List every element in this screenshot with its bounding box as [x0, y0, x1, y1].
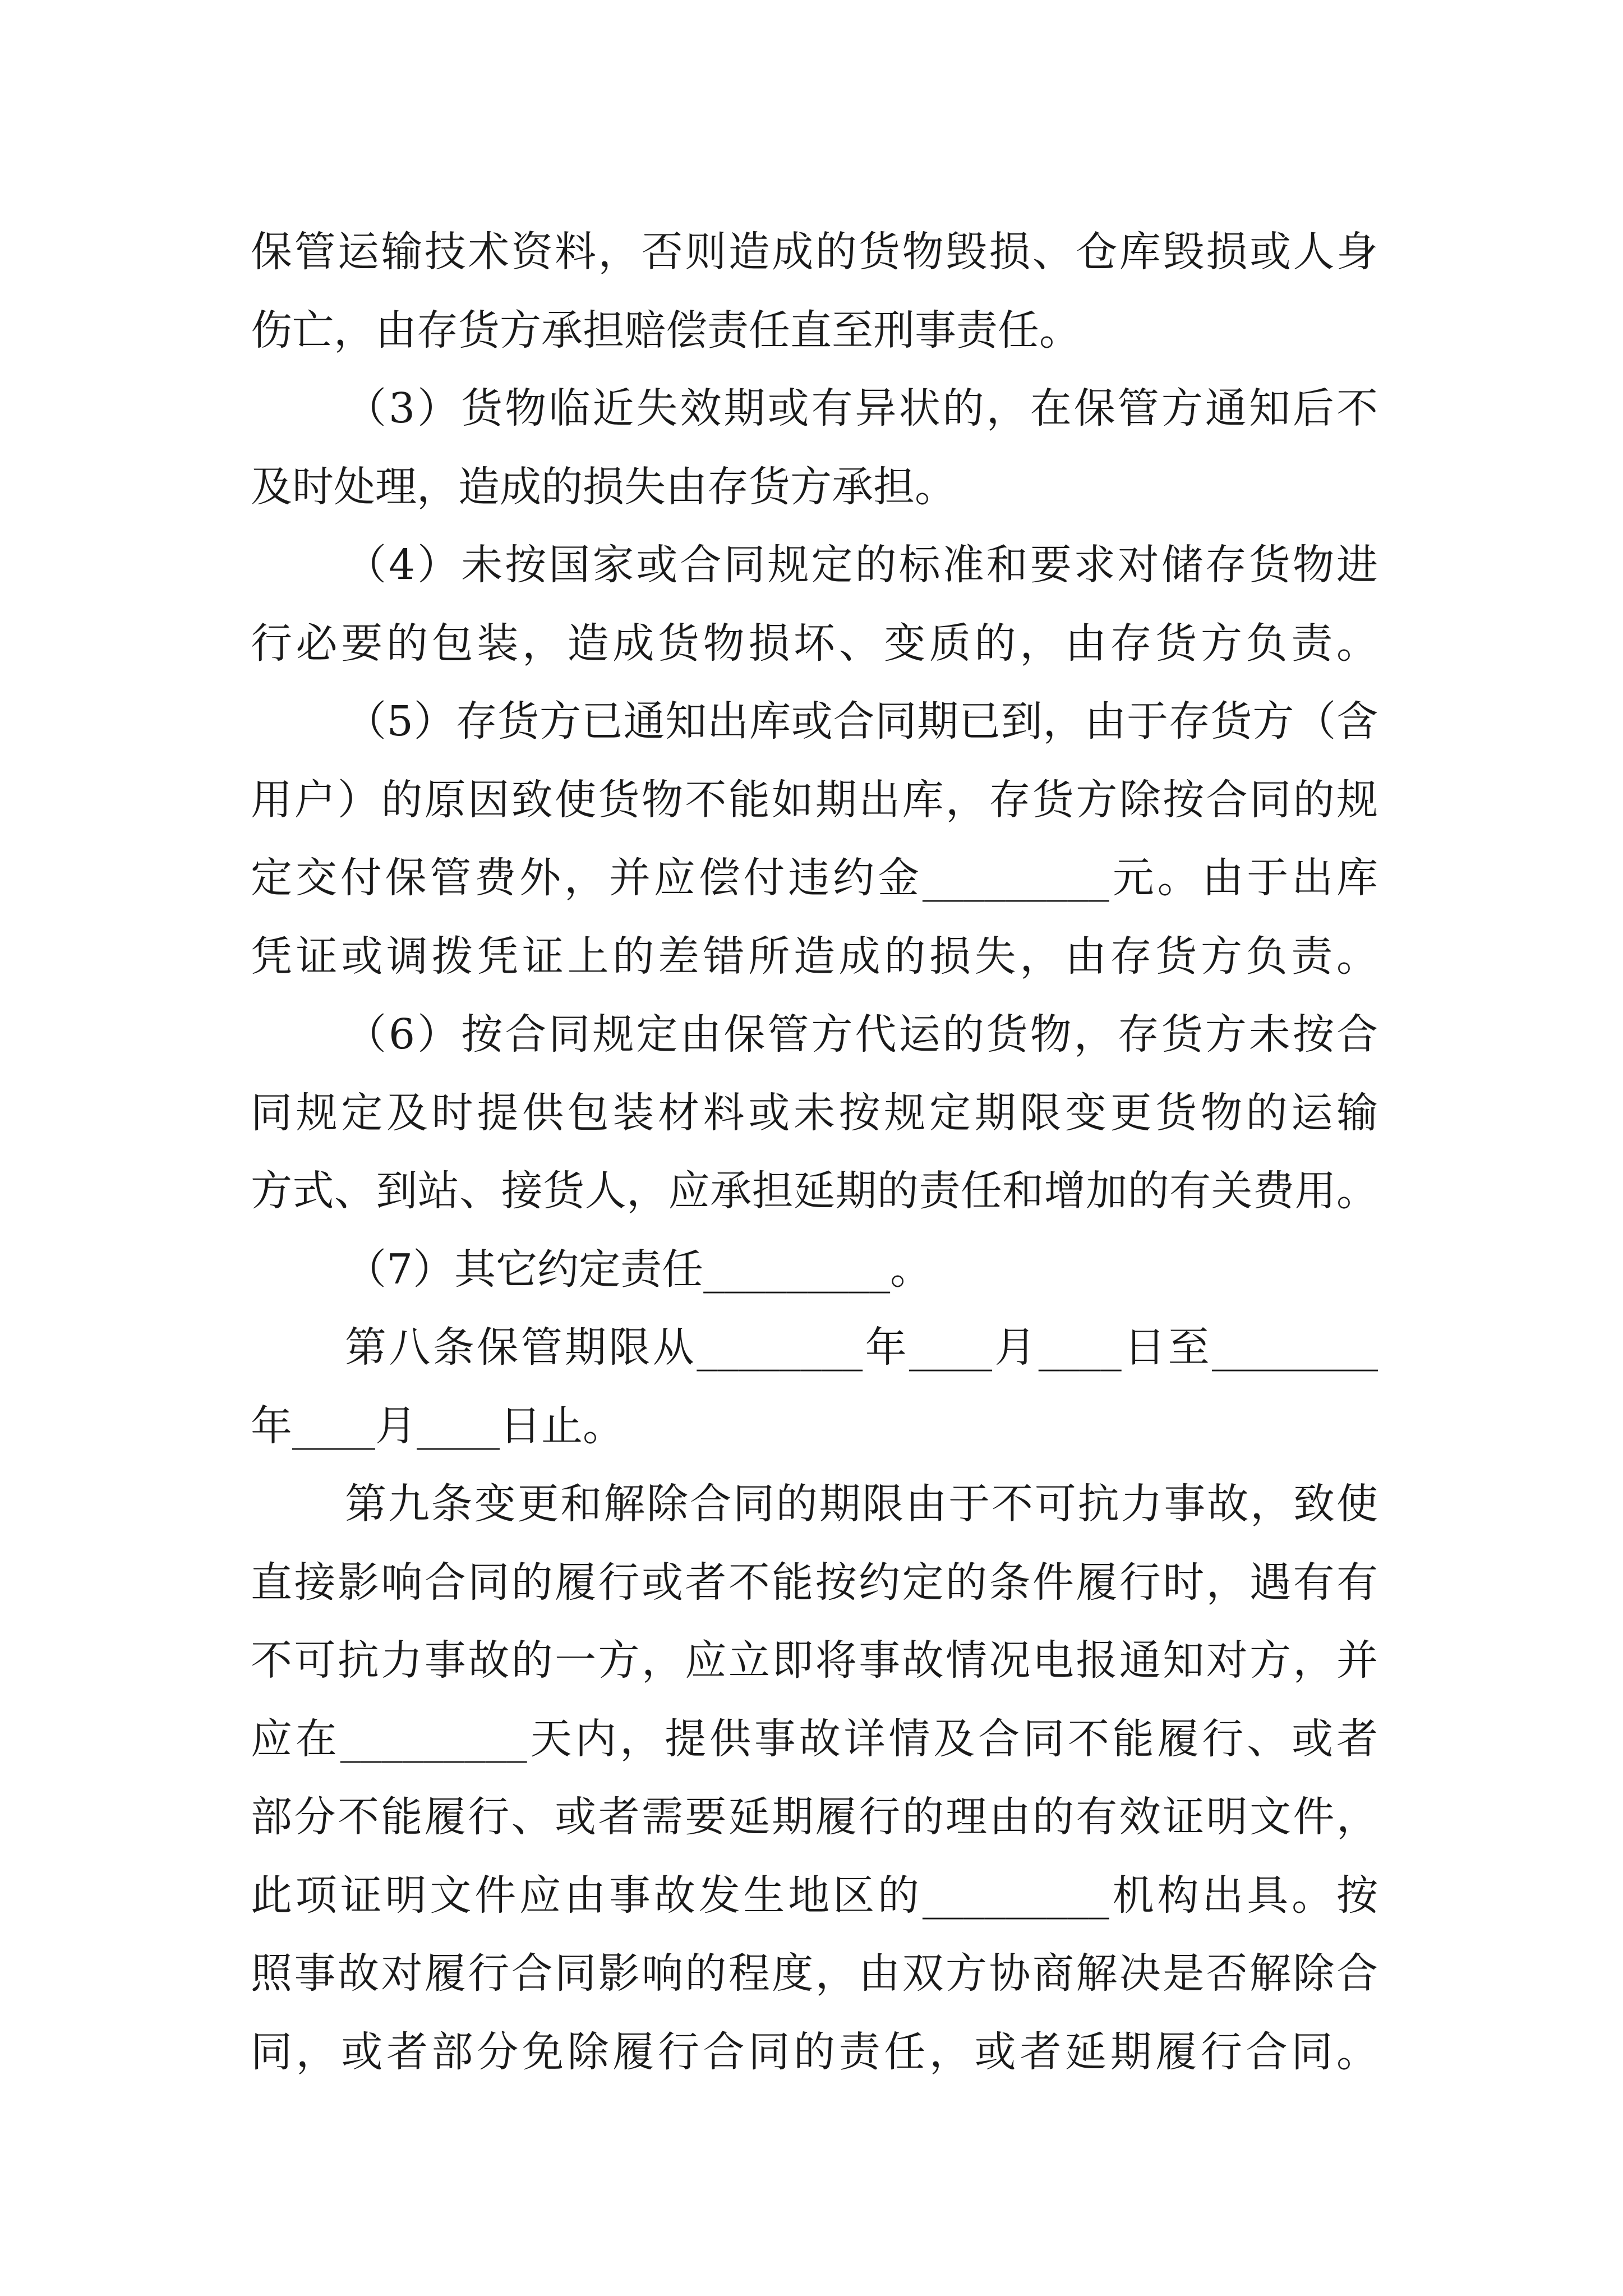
penalty-line	[251, 839, 1378, 918]
text-line: 方式、到站、接货人，应承担延期的责任和增加的有关费用。	[251, 1167, 1378, 1215]
clause-5-line: （5）存货方已通知出库或合同期已到，由于存货方（含	[345, 697, 1378, 746]
clause-7-line	[251, 1231, 1378, 1309]
text-line: 应在_________天内，提供事故详情及合同不能履行、或者	[251, 1714, 1378, 1763]
text-line: 伤亡，由存货方承担赔偿责任直至刑事责任。	[251, 306, 1081, 355]
document-body	[251, 213, 1378, 2091]
text-line: 不可抗力事故的一方，应立即将事故情况电报通知对方，并	[251, 1636, 1378, 1685]
penalty-amount-blank[interactable]: _________	[922, 854, 1109, 902]
text-line: 照事故对履行合同影响的程度，由双方协商解决是否解除合	[251, 1949, 1378, 1998]
text-line: 直接影响合同的履行或者不能按约定的条件履行时，遇有有	[251, 1558, 1378, 1607]
text-line: 年____月____日止。	[251, 1401, 624, 1450]
clause-3-line: （3）货物临近失效期或有异状的，在保管方通知后不	[345, 384, 1378, 432]
text-line: 及时处理，造成的损失由存货方承担。	[251, 462, 956, 511]
penalty-line-pre: 定交付保管费外，并应偿付违约金	[251, 854, 923, 902]
text-line: 用户）的原因致使货物不能如期出库，存货方除按合同的规	[251, 775, 1378, 824]
clause-6-line: （6）按合同规定由保管方代运的货物，存货方未按合	[345, 1010, 1378, 1059]
text-line: 此项证明文件应由事故发生地区的_________机构出具。按	[251, 1871, 1378, 1920]
text-line: 保管运输技术资料，否则造成的货物毁损、仓库毁损或人身	[251, 228, 1378, 276]
text-line: 同规定及时提供包装材料或未按规定期限变更货物的运输	[251, 1088, 1378, 1137]
article-8-line: 第八条保管期限从________年____月____日至________	[345, 1323, 1378, 1372]
text-line: 行必要的包装，造成货物损坏、变质的，由存货方负责。	[251, 619, 1378, 668]
clause-4-line: （4）未按国家或合同规定的标准和要求对储存货物进	[345, 541, 1378, 589]
text-line: 部分不能履行、或者需要延期履行的理由的有效证明文件，	[251, 1793, 1378, 1841]
text-line: 同，或者部分免除履行合同的责任，或者延期履行合同。	[251, 2027, 1378, 2076]
clause-7-post: 。	[890, 1245, 932, 1294]
clause-7-pre: （7）其它约定责任	[345, 1245, 704, 1294]
penalty-line-post: 元。由于出库	[1109, 854, 1378, 902]
other-liability-blank[interactable]: _________	[703, 1245, 891, 1294]
text-line: 凭证或调拨凭证上的差错所造成的损失，由存货方负责。	[251, 932, 1378, 981]
article-9-line: 第九条变更和解除合同的期限由于不可抗力事故，致使	[345, 1480, 1378, 1528]
